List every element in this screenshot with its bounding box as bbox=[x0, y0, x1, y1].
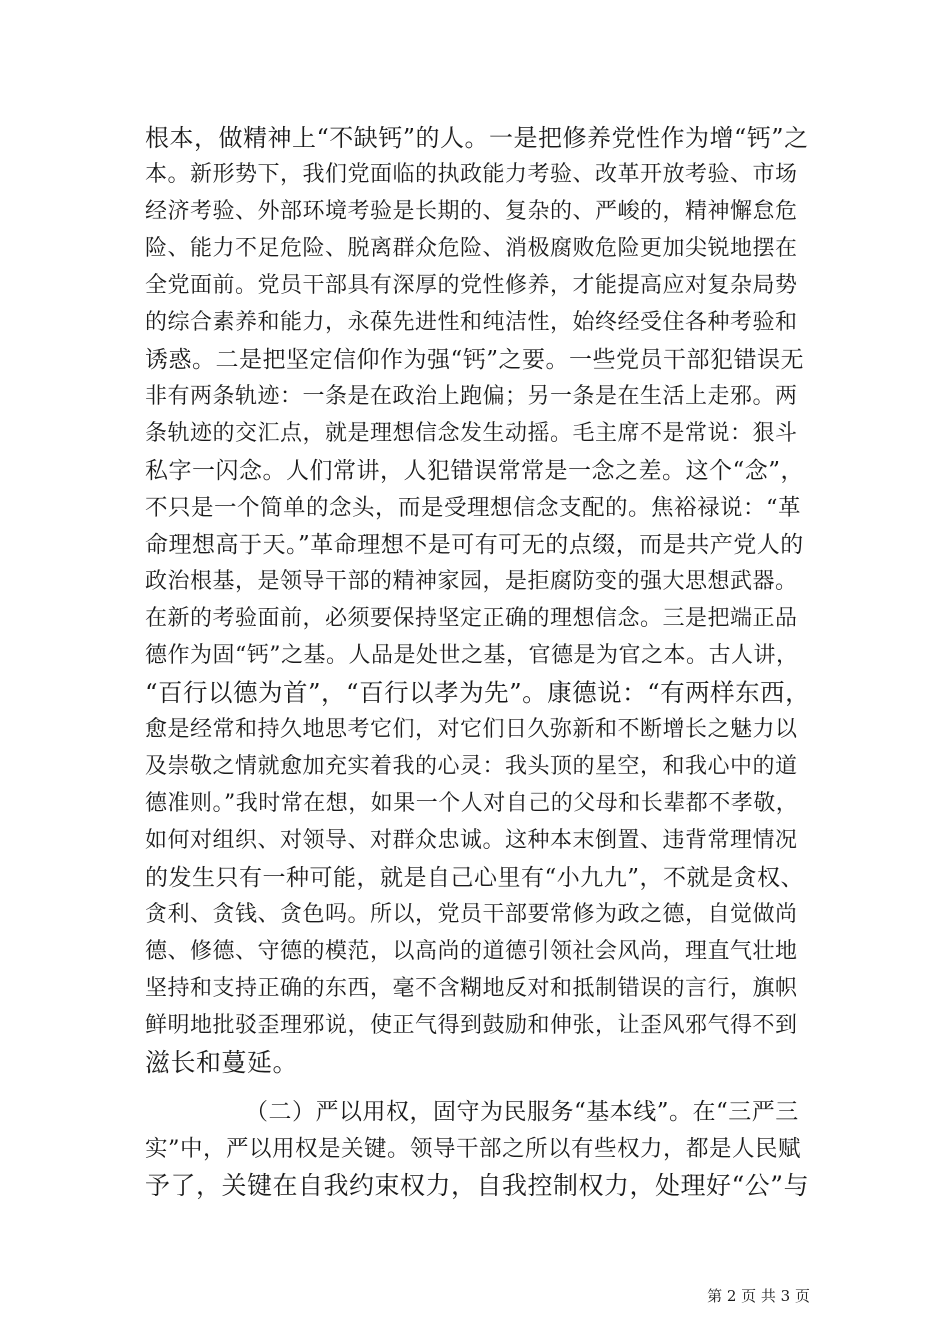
section-line: 实”中，严以用权是关键。领导干部之所以有些权力，都是人民赋 bbox=[145, 1136, 802, 1162]
body-line: 滋长和蔓延。 bbox=[145, 1048, 299, 1077]
body-line: 政治根基，是领导干部的精神家园，是拒腐防变的强大思想武器。 bbox=[145, 569, 798, 594]
body-line: 坚持和支持正确的东西，毫不含糊地反对和抵制错误的言行，旗帜 bbox=[145, 976, 798, 1001]
body-line: 的发生只有一种可能，就是自己心里有“小九九”，不就是贪权、 bbox=[145, 865, 805, 891]
body-line: 经济考验、外部环境考验是长期的、复杂的、严峻的，精神懈怠危 bbox=[145, 199, 798, 224]
body-line: 非有两条轨迹：一条是在政治上跑偏；另一条是在生活上走邪。两 bbox=[145, 384, 798, 409]
body-line: 诱惑。二是把坚定信仰作为强“钙”之要。一些党员干部犯错误无 bbox=[145, 347, 805, 373]
body-line: 险、能力不足危险、脱离群众危险、消极腐败危险更加尖锐地摆在 bbox=[145, 236, 798, 261]
body-line: 德准则。”我时常在想，如果一个人对自己的父母和长辈都不孝敬， bbox=[145, 791, 799, 816]
body-line: 不只是一个简单的念头，而是受理想信念支配的。焦裕禄说：“革 bbox=[145, 495, 802, 521]
body-line: 命理想高于天。”革命理想不是可有可无的点缀，而是共产党人的 bbox=[145, 532, 804, 558]
body-line: 鲜明地批驳歪理邪说，使正气得到鼓励和伸张，让歪风邪气得不到 bbox=[145, 1013, 798, 1038]
page-number: 第 2 页 共 3 页 bbox=[707, 1287, 810, 1305]
body-line: 贪利、贪钱、贪色吗。所以，党员干部要常修为政之德，自觉做尚 bbox=[145, 902, 798, 927]
body-line: 根本，做精神上“不缺钙”的人。一是把修养党性作为增“钙”之 bbox=[145, 124, 809, 152]
body-line: 条轨迹的交汇点，就是理想信念发生动摇。毛主席不是常说：狠斗 bbox=[145, 421, 798, 446]
body-line: 德、修德、守德的模范，以高尚的道德引领社会风尚，理直气壮地 bbox=[145, 939, 798, 964]
body-line: 私字一闪念。人们常讲，人犯错误常常是一念之差。这个“念”， bbox=[145, 458, 805, 484]
body-line: 的综合素养和能力，永葆先进性和纯洁性，始终经受住各种考验和 bbox=[145, 310, 798, 335]
body-line: 本。新形势下，我们党面临的执政能力考验、改革开放考验、市场 bbox=[145, 162, 798, 187]
body-line: 在新的考验面前，必须要保持坚定正确的理想信念。三是把端正品 bbox=[145, 606, 798, 631]
body-line: 愈是经常和持久地思考它们，对它们日久弥新和不断增长之魅力以 bbox=[145, 717, 798, 742]
section-line: 予了，关键在自我约束权力，自我控制权力，处理好“公”与 bbox=[145, 1171, 810, 1200]
body-line: 如何对组织、对领导、对群众忠诚。这种本末倒置、违背常理情况 bbox=[145, 828, 798, 853]
section-heading-line: （二）严以用权，固守为民服务“基本线”。在“三严三 bbox=[245, 1099, 799, 1125]
body-line: “百行以德为首”，“百行以孝为先”。康德说：“有两样东西， bbox=[145, 678, 811, 707]
body-line: 德作为固“钙”之基。人品是处世之基，官德是为官之本。古人讲， bbox=[145, 643, 799, 668]
body-line: 及崇敬之情就愈加充实着我的心灵：我头顶的星空，和我心中的道 bbox=[145, 754, 798, 779]
body-line: 全党面前。党员干部具有深厚的党性修养，才能提高应对复杂局势 bbox=[145, 273, 798, 298]
